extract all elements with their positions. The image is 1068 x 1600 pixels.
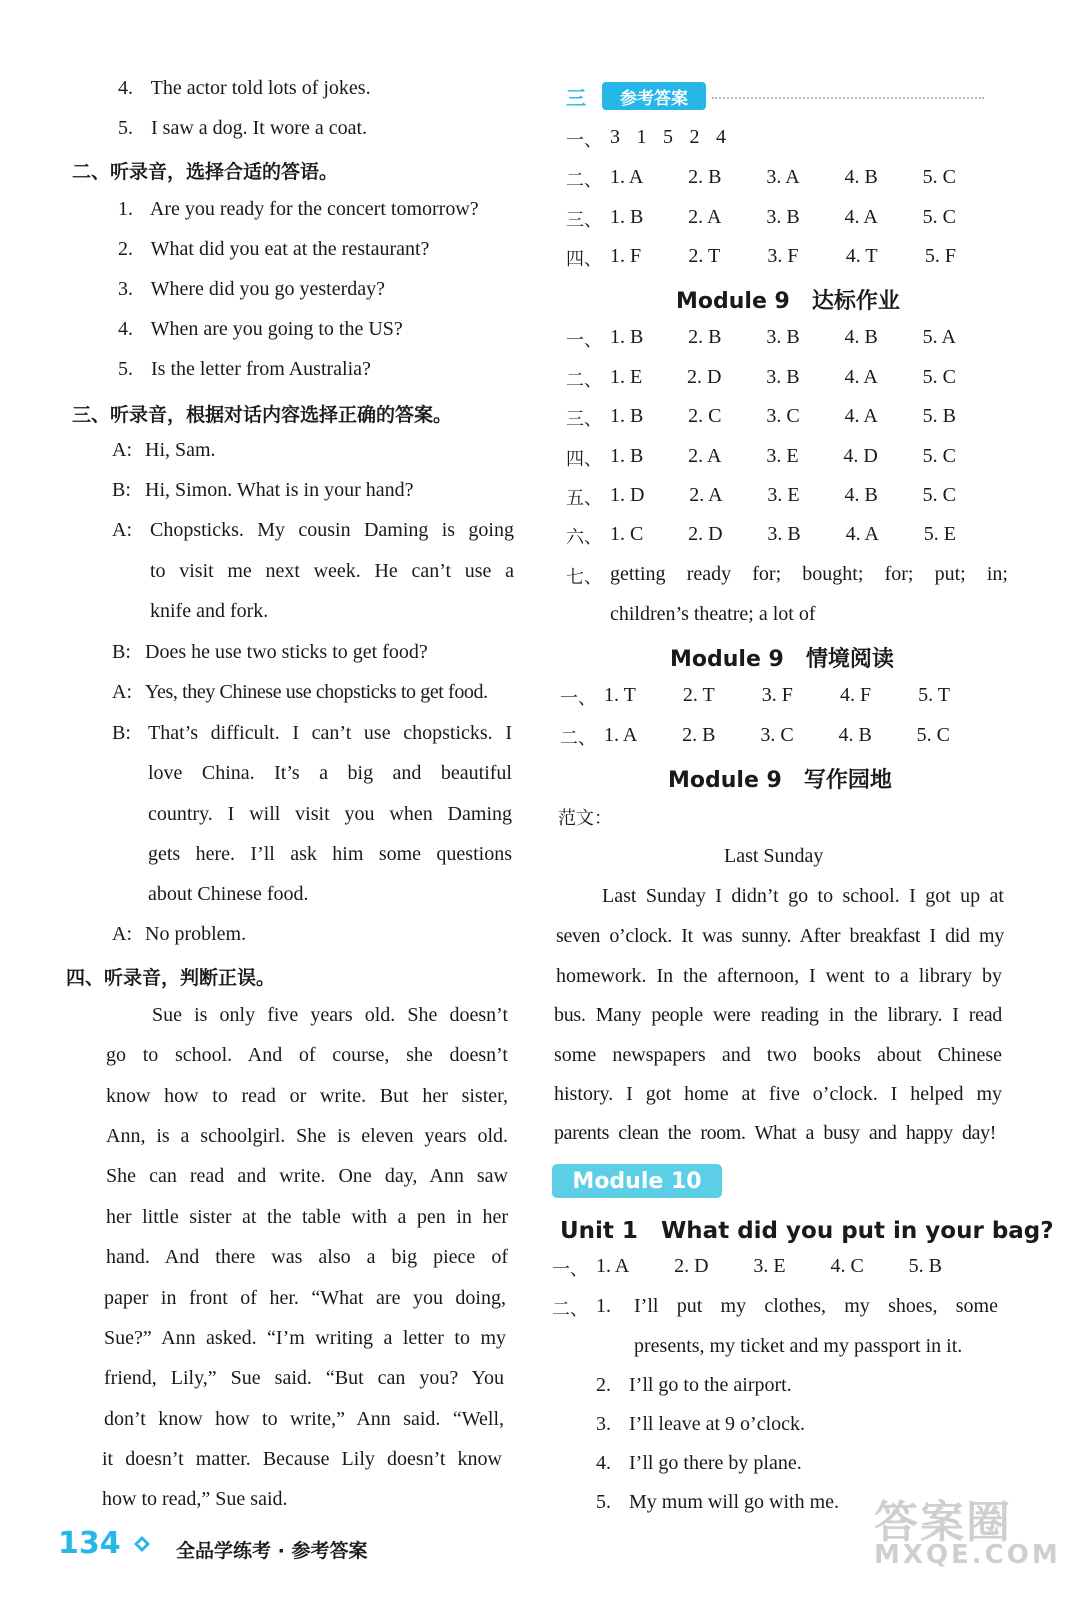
answer-row: [566, 523, 976, 549]
speaker: A:: [112, 923, 132, 945]
answer-item: 3. F: [761, 684, 793, 706]
answer-row: [566, 445, 976, 471]
answer-item: 2: [689, 126, 700, 148]
answer-row: [566, 484, 976, 510]
item-text: The actor told lots of jokes.: [150, 77, 371, 99]
answer-items: [610, 166, 976, 192]
answer-item: 3. B: [766, 206, 800, 228]
answer-item: 1: [636, 126, 647, 148]
answer-row: [566, 326, 976, 352]
answer-item: 3. E: [767, 484, 800, 506]
answer-prefix: 四、: [566, 449, 602, 470]
essay-line: parents clean the room. What a busy and happy day!: [554, 1122, 996, 1144]
book-title: 全品学练考 · 参考答案: [176, 1540, 368, 1562]
dialogue-line: [112, 479, 414, 502]
essay-line: some newspapers and two books about Chinese: [554, 1044, 1002, 1066]
answer-item: 1. T: [604, 684, 636, 706]
module-title: Module 9 达标作业: [676, 289, 900, 314]
essay-line: seven o’clock. It was sunny. After breakfast I did my: [556, 925, 1004, 947]
answer-item: 2. T: [688, 245, 721, 267]
story-line: She can read and write. One day, Ann saw: [106, 1165, 508, 1187]
item-number: 4.: [118, 77, 133, 99]
answer-item: 3: [610, 126, 620, 148]
story-line: know how to read or write. But her sister,: [106, 1085, 508, 1107]
answer-item: 1. E: [610, 366, 643, 388]
dialogue-text: knife and fork.: [150, 600, 269, 622]
answer-items: [604, 684, 970, 710]
answer-row: [560, 724, 970, 750]
answer-item: 3. B: [767, 523, 801, 545]
answer-item: 5. C: [922, 206, 956, 228]
answer-items: [610, 445, 976, 471]
answer-item: 5. A: [922, 326, 956, 348]
speaker: B:: [112, 479, 131, 501]
answer-item: 4. F: [839, 684, 872, 706]
story-line: go to school. And of course, she doesn’t: [106, 1044, 508, 1066]
answer-item: 5. C: [922, 484, 956, 506]
answer-item: 2. B: [682, 724, 716, 746]
answer-text: children’s theatre; a lot of: [610, 603, 816, 625]
answer-text: I’ll go there by plane.: [629, 1452, 802, 1474]
answer-item: 1. B: [610, 326, 644, 348]
answer-prefix: 四、: [566, 249, 602, 270]
answer-item: 4. A: [844, 366, 878, 388]
answer-item: 4. D: [843, 445, 878, 467]
answer-prefix: 七、: [566, 567, 602, 588]
item-text: Are you ready for the concert tomorrow?: [149, 198, 479, 220]
answer-items: [610, 126, 976, 152]
dialogue-text: Does he use two sticks to get food?: [145, 641, 428, 663]
section-title: 四、听录音，判断正误。: [66, 967, 276, 989]
answer-item: 2. D: [687, 366, 722, 388]
answer-item: 5. C: [922, 445, 956, 467]
answer-item: 5. F: [924, 245, 956, 267]
essay-line: Last Sunday I didn’t go to school. I got up at: [602, 885, 1004, 907]
answer-row: [566, 166, 976, 192]
item-number: 4.: [118, 318, 133, 340]
answer-row: [566, 206, 976, 232]
answer-prefix: 二、: [560, 728, 596, 749]
list-item: [118, 238, 429, 261]
answer-text: I’ll go to the airport.: [629, 1374, 792, 1396]
answer-item: 5. C: [916, 724, 950, 746]
watermark-url: MXQE.COM: [874, 1540, 1061, 1570]
answer-items: [610, 206, 976, 232]
speaker: A:: [112, 681, 132, 703]
answer-item: 2. D: [674, 1255, 709, 1277]
answer-item: 4. A: [845, 523, 879, 545]
answer-item: 4. B: [844, 484, 878, 506]
answer-item: 3. E: [766, 445, 799, 467]
answer-text: My mum will go with me.: [629, 1491, 839, 1513]
answer-items: [610, 523, 976, 549]
answer-prefix: 一、: [566, 330, 602, 351]
item-number: 2.: [118, 238, 133, 260]
speaker: B:: [112, 641, 131, 663]
module-title: Module 9 写作园地: [668, 768, 892, 793]
dialogue-text: to visit me next week. He can’t use a: [150, 560, 514, 582]
answer-prefix: 一、: [566, 130, 602, 151]
answer-item: 5: [663, 126, 673, 148]
answer-item: 2. B: [688, 326, 722, 348]
answer-item: 3. E: [753, 1255, 786, 1277]
answer-items: [610, 405, 976, 431]
story-line: how to read,” Sue said.: [102, 1488, 288, 1510]
answer-item: 3. A: [766, 166, 800, 188]
dialogue-text: Yes, they Chinese use chopsticks to get food.: [145, 681, 488, 703]
item-number: 1.: [118, 198, 133, 220]
answer-item: 5. B: [922, 405, 956, 427]
module-10-badge: Module 10: [552, 1164, 722, 1198]
answer-prefix: 一、: [552, 1259, 588, 1280]
answer-item: 5. T: [918, 684, 950, 706]
answer-items: [604, 724, 970, 750]
story-line: friend, Lily,” Sue said. “But can you? You: [104, 1367, 504, 1389]
answer-item: 3. C: [766, 405, 800, 427]
answer-item: 2. A: [688, 206, 722, 228]
dialogue-line: [112, 923, 246, 946]
answer-item: 3. B: [766, 366, 800, 388]
item-number: 4.: [596, 1452, 611, 1474]
list-item: [118, 198, 479, 221]
answer-item: 4. A: [844, 405, 878, 427]
dialogue-line: [112, 439, 216, 462]
answer-text: getting ready for; bought; for; put; in;: [610, 563, 1008, 585]
list-item: [596, 1374, 792, 1397]
page-number: 134: [58, 1526, 121, 1561]
essay-line: homework. In the afternoon, I went to a library by: [556, 965, 1002, 987]
story-line: [152, 1004, 508, 1027]
dialogue-text: Hi, Sam.: [145, 439, 216, 461]
story-line: don’t know how to write,” Ann said. “Well,: [104, 1408, 504, 1430]
list-item: [596, 1491, 839, 1514]
section-title: 二、听录音，选择合适的答语。: [72, 161, 339, 183]
list-item: [596, 1452, 802, 1475]
answer-item: 5. E: [923, 523, 956, 545]
list-item: [118, 318, 403, 341]
dialogue-text: country. I will visit you when Daming: [148, 803, 512, 825]
answer-row: [560, 684, 970, 710]
item-number: 5.: [118, 117, 133, 139]
item-number: 3.: [596, 1413, 611, 1435]
answer-row: [552, 1255, 962, 1281]
essay-line: bus. Many people were reading in the library. I read: [554, 1004, 1002, 1026]
answer-item: 4: [716, 126, 726, 148]
answer-item: 2. B: [688, 166, 722, 188]
answer-item: 4. T: [845, 245, 878, 267]
speaker: A:: [112, 439, 132, 461]
watermark-logo: 答案圈: [874, 1497, 1012, 1548]
story-line: Ann, is a schoolgirl. She is eleven years old.: [106, 1125, 508, 1147]
list-item: [118, 77, 371, 100]
answer-row: [566, 405, 976, 431]
list-item: [118, 358, 371, 381]
answer-item: 5. B: [908, 1255, 942, 1277]
answer-prefix: 二、: [552, 1299, 588, 1320]
answer-items: [610, 326, 976, 352]
item-text: When are you going to the US?: [150, 318, 403, 340]
list-item: [118, 117, 367, 140]
answer-item: 1. A: [604, 724, 638, 746]
dialogue-line: [112, 722, 140, 745]
dialogue-line: [112, 681, 488, 704]
answer-row: [566, 126, 976, 152]
dialogue-line: [112, 519, 140, 542]
answer-prefix: 六、: [566, 527, 602, 548]
unit-title: Unit 1 What did you put in your bag?: [560, 1218, 1054, 1244]
answer-item: 2. A: [688, 445, 722, 467]
dialogue-text: Chopsticks. My cousin Daming is going: [150, 519, 514, 541]
answer-item: 4. C: [830, 1255, 864, 1277]
answer-items: [610, 245, 976, 271]
answer-text: I’ll put my clothes, my shoes, some: [634, 1295, 998, 1317]
story-line: paper in front of her. “What are you doing,: [104, 1287, 506, 1309]
dialogue-text: No problem.: [145, 923, 247, 945]
dialogue-text: about Chinese food.: [148, 883, 309, 905]
answer-item: 5. C: [922, 166, 956, 188]
sample-essay-label: 范文：: [558, 808, 612, 829]
answer-item: 1. B: [610, 445, 644, 467]
dotted-divider: [712, 97, 984, 99]
answer-items: [610, 484, 976, 510]
item-number: 2.: [596, 1374, 611, 1396]
dialogue-text: Hi, Simon. What is in your hand?: [145, 479, 414, 501]
diamond-icon: [134, 1536, 150, 1552]
answer-prefix: 三、: [566, 210, 602, 231]
answer-item: 2. A: [689, 484, 723, 506]
answer-item: 3. F: [767, 245, 799, 267]
speaker: A:: [112, 519, 132, 541]
list-item: [596, 1413, 805, 1436]
story-line: hand. And there was also a big piece of: [106, 1246, 508, 1268]
item-text: What did you eat at the restaurant?: [150, 238, 430, 260]
answer-prefix: 二、: [566, 370, 602, 391]
story-text: Sue is only five years old. She doesn’t: [152, 1004, 508, 1026]
answer-item: 1. C: [610, 523, 644, 545]
item-number: 5.: [596, 1491, 611, 1513]
dialogue-line: [112, 641, 428, 664]
answer-item: 2. C: [688, 405, 722, 427]
speaker: B:: [112, 722, 131, 744]
answer-item: 4. A: [844, 206, 878, 228]
answer-row: [566, 366, 976, 392]
answer-item: 2. T: [682, 684, 715, 706]
answer-text: I’ll leave at 9 o’clock.: [629, 1413, 806, 1435]
answer-prefix: 三、: [566, 409, 602, 430]
answer-item: 2. D: [688, 523, 723, 545]
answer-items: [596, 1255, 962, 1281]
story-line: her little sister at the table with a pen in her: [106, 1206, 508, 1228]
answer-text: presents, my ticket and my passport in it.: [634, 1335, 963, 1357]
dialogue-text: That’s difficult. I can’t use chopsticks. I: [148, 722, 512, 744]
list-item: [118, 278, 385, 301]
answer-item: 4. B: [838, 724, 872, 746]
answer-item: 1. D: [610, 484, 645, 506]
item-number: 1.: [596, 1295, 611, 1317]
answer-item: 1. F: [610, 245, 642, 267]
item-number: 5.: [118, 358, 133, 380]
answer-item: 1. B: [610, 206, 644, 228]
answer-item: 3. B: [766, 326, 800, 348]
answer-prefix: 五、: [566, 488, 602, 509]
story-line: Sue?” Ann asked. “I’m writing a letter to my: [104, 1327, 506, 1349]
answer-item: 5. C: [922, 366, 956, 388]
answer-item: 1. A: [596, 1255, 630, 1277]
answer-item: 1. A: [610, 166, 644, 188]
section-title: 三、听录音，根据对话内容选择正确的答案。: [72, 404, 453, 426]
answer-key-badge: 参考答案: [602, 82, 706, 110]
dialogue-text: love China. It’s a big and beautiful: [148, 762, 512, 784]
dialogue-text: gets here. I’ll ask him some questions: [148, 843, 512, 865]
answer-item: 1. B: [610, 405, 644, 427]
item-text: Is the letter from Australia?: [151, 358, 371, 380]
essay-line: history. I got home at five o’clock. I helped my: [554, 1083, 1002, 1105]
answer-item: 4. B: [844, 166, 878, 188]
item-text: I saw a dog. It wore a coat.: [151, 117, 368, 139]
module-title: Module 9 情境阅读: [670, 647, 894, 672]
item-text: Where did you go yesterday?: [150, 278, 385, 300]
story-line: it doesn’t matter. Because Lily doesn’t know: [102, 1448, 502, 1470]
item-number: 3.: [118, 278, 133, 300]
section-number-badge: 三: [566, 86, 586, 110]
answer-item: 4. B: [844, 326, 878, 348]
answer-row: [566, 245, 976, 271]
answer-item: 3. C: [760, 724, 794, 746]
answer-prefix: 一、: [560, 688, 596, 709]
answer-prefix: 二、: [566, 170, 602, 191]
answer-items: [610, 366, 976, 392]
essay-title: Last Sunday: [724, 845, 824, 867]
